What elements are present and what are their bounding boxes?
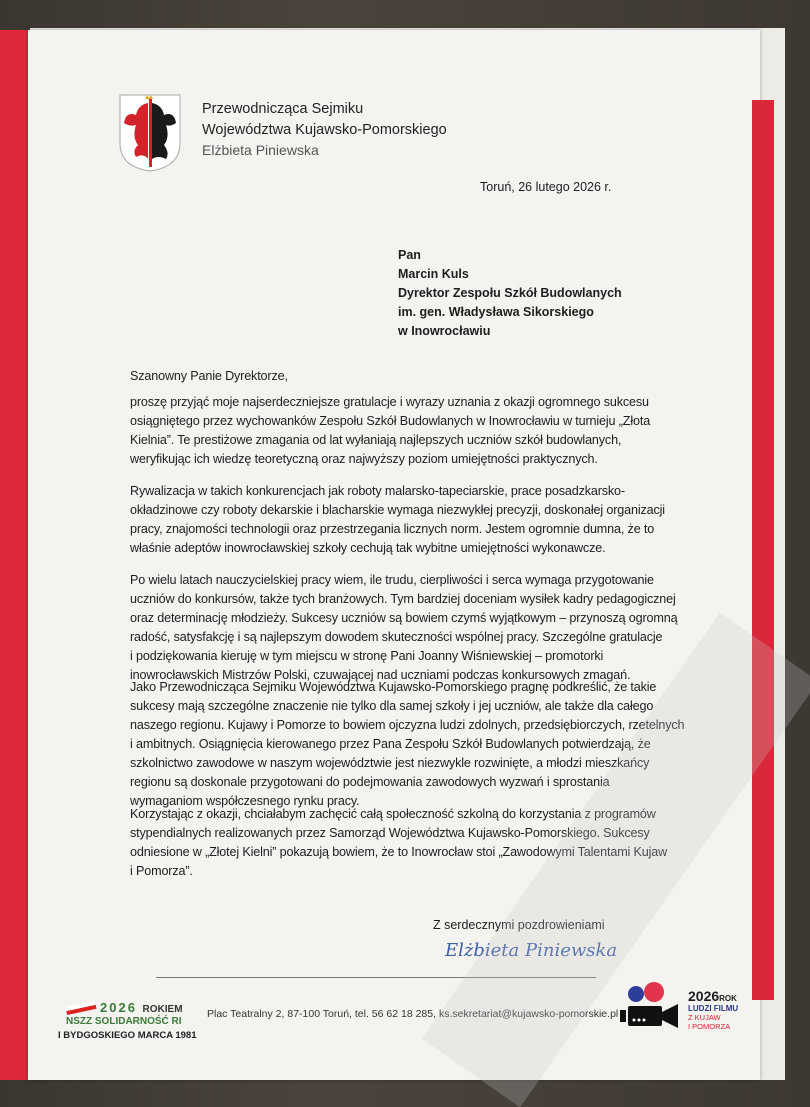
logo-line4: I POMORZA bbox=[688, 1022, 731, 1031]
text-line: radość, satysfakcję i są najlepszym dowodem skuteczności wspólnej pracy. Szczególne gratulacje bbox=[130, 630, 663, 644]
paragraph-3 bbox=[130, 571, 677, 685]
logo-line2: NSZZ SOLIDARNOŚĆ RI bbox=[66, 1016, 182, 1027]
text-line: i podziękowania kieruję w tym miejscu w stronę Pani Joanny Wiśniewskiej – promotorki bbox=[130, 649, 604, 663]
text-line: stypendialnych realizowanych przez Samorząd Województwa Kujawsko-Pomorskiego. Sukcesy bbox=[130, 826, 650, 840]
handwritten-signature: Elżbieta Piniewska bbox=[445, 940, 618, 961]
text-line: proszę przyjąć moje najserdeczniejsze gratulacje i wyrazy uznania z okazji ogromnego sukcesu bbox=[130, 395, 649, 409]
flag-icon bbox=[65, 1001, 96, 1015]
recipient-line: Marcin Kuls bbox=[398, 267, 469, 281]
text-line: i Pomorza”. bbox=[130, 864, 193, 878]
film-camera-icon bbox=[620, 982, 686, 1032]
logo-line2: LUDZI FILMU bbox=[688, 1004, 739, 1013]
greeting: Szanowny Panie Dyrektorze, bbox=[130, 369, 288, 383]
logo-line3: I BYDGOSKIEGO MARCA 1981 bbox=[58, 1030, 197, 1041]
text-line: właśnie adeptów inowrocławskiej szkoły cechują tak wybitne umiejętności wykonawcze. bbox=[130, 541, 606, 555]
text-line: i ambitnych. Osiągnięcia kierowanego przez Pana Zespołu Szkół Budowlanych potwierdzają, że bbox=[130, 737, 651, 751]
text-line: pracy, znajomości technologii oraz przestrzegania licznych norm. Jestem ogromnie dumna, że to bbox=[130, 522, 655, 536]
text-line: wymaganiom współczesnego rynku pracy. bbox=[130, 794, 360, 808]
text-line: naszego regionu. Kujawy i Pomorze to bowiem ojczyzna ludzi zdolnych, przedsiębiorczych, rzetelnych bbox=[130, 718, 685, 732]
text-line: Jako Przewodnicząca Sejmiku Województwa Kujawsko-Pomorskiego pragnę podkreślić, że takie bbox=[130, 680, 657, 694]
text-line: okładzinowe czy roboty dekarskie i blacharskie wymaga niezwykłej precyzji, doskonałej organizacji bbox=[130, 503, 665, 517]
text-line: sukcesy mają szczególne znaczenie nie tylko dla samej szkoły i jej uczniów, ale także dla całego bbox=[130, 699, 654, 713]
text-line: inowrocławskich Mistrzów Polski, czuwającej nad uczniami podczas konkursowych zmagań. bbox=[130, 668, 631, 682]
text-line: weryfikując ich wiedzę teoretyczną oraz najwyższy poziom umiejętności praktycznych. bbox=[130, 452, 598, 466]
coat-of-arms-icon bbox=[118, 93, 182, 173]
sender-title bbox=[202, 99, 447, 141]
red-edge-strip bbox=[752, 100, 774, 1000]
paragraph-1 bbox=[130, 393, 650, 469]
text-line: oraz determinację młodzieży. Sukcesy uczniów są bowiem czymś wyjątkowym – przynoszą ogromną bbox=[130, 611, 678, 625]
solidarnosc-2026-logo bbox=[58, 1000, 208, 1044]
rok-ludzi-filmu-logo bbox=[620, 982, 750, 1032]
text-line: Rywalizacja w takich konkurencjach jak roboty malarsko-tapeciarskie, prace posadzkarsko- bbox=[130, 484, 625, 498]
footer-address: Plac Teatralny 2, 87-100 Toruń, tel. 56 62 18 285, ks.sekretariat@kujawsko-pomorskie.pl bbox=[207, 1008, 619, 1020]
text-line: osiągniętego przez wychowanków Zespołu Szkół Budowlanych w Inowrocławiu w turnieju „Złota bbox=[130, 414, 651, 428]
text-line: uczniów do konkursów, także tych branżowych. Tym bardziej doceniam wysiłek kadry pedagogicznej bbox=[130, 592, 676, 606]
text-line: Korzystając z okazji, chciałabym zachęcić całą społeczność szkolną do korzystania z programów bbox=[130, 807, 656, 821]
text-line: odniesione w „Złotej Kielni” pokazują bowiem, że to Inowrocław stoi „Zawodowymi Talentami Kujaw bbox=[130, 845, 668, 859]
recipient-line: Dyrektor Zespołu Szkół Budowlanych bbox=[398, 286, 622, 300]
logo-rok: ROK bbox=[719, 994, 737, 1003]
sender-title-line1: Przewodnicząca Sejmiku bbox=[202, 101, 364, 117]
text-line: Po wielu latach nauczycielskiej pracy wiem, ile trudu, cierpliwości i serca wymaga przygotowanie bbox=[130, 573, 654, 587]
text-line: regionu są doskonale przygotowani do podejmowania zawodowych wyzwań i sprostania bbox=[130, 775, 610, 789]
recipient-line: w Inowrocławiu bbox=[398, 324, 491, 338]
logo-year: 2026 bbox=[688, 988, 720, 1004]
text-line: szkolnictwo zawodowe w naszym województwie jest niezwykle rozwinięte, a młodzi mieszkańcy bbox=[130, 756, 650, 770]
logo-rokiem: ROKIEM bbox=[142, 1004, 183, 1015]
recipient-block bbox=[398, 246, 622, 341]
logo-year: 2026 bbox=[100, 1000, 137, 1015]
recipient-line: im. gen. Władysława Sikorskiego bbox=[398, 305, 594, 319]
logo-line3: Z KUJAW bbox=[688, 1013, 721, 1022]
text-line: Kielnia”. Te prestiżowe zmagania od lat wyłaniają najlepszych uczniów szkół budowlanych, bbox=[130, 433, 622, 447]
recipient-line: Pan bbox=[398, 248, 421, 262]
sender-title-line2: Województwa Kujawsko-Pomorskiego bbox=[202, 122, 447, 138]
letter-date: Toruń, 26 lutego 2026 r. bbox=[480, 180, 612, 194]
sender-name: Elżbieta Piniewska bbox=[202, 142, 319, 158]
closing-phrase: Z serdecznymi pozdrowieniami bbox=[433, 918, 605, 932]
paragraph-2 bbox=[130, 482, 665, 558]
